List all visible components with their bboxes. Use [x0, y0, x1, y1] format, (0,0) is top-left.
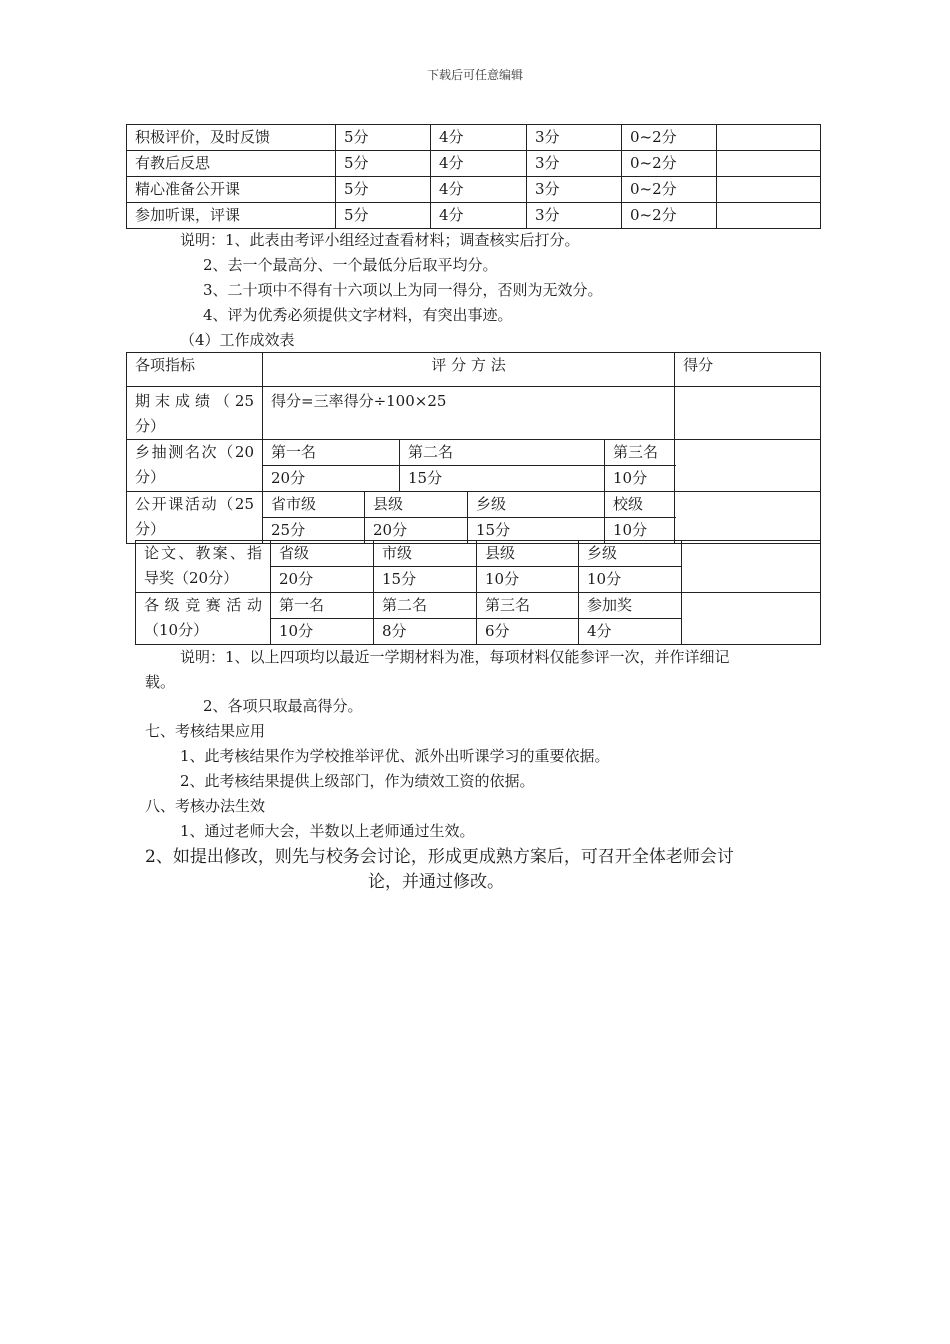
section-item: 论，并通过修改。 [368, 872, 504, 892]
score-cell: 3分 [527, 177, 622, 203]
rank-val: 10分 [605, 466, 675, 492]
label-line: 论文、教案、指 [144, 544, 262, 562]
label-line: 公开课活动（25 [135, 495, 254, 513]
score-cell: 4分 [431, 203, 527, 229]
score-cell: 4分 [431, 125, 527, 151]
label-line: 导奖（20分） [144, 569, 239, 587]
rank-head: 第一名 [263, 440, 400, 466]
rank-val: 20分 [263, 466, 400, 492]
table-header-row [127, 353, 821, 387]
score-cell [675, 440, 821, 492]
level-head: 市级 [374, 541, 477, 567]
rank-val: 4分 [579, 619, 682, 645]
table-title: （4）工作成效表 [180, 331, 295, 349]
rank-head: 第二名 [400, 440, 605, 466]
item-label: 参加听课，评课 [127, 203, 336, 229]
note-line: 说明：1、此表由考评小组经过查看材料；调查核实后打分。 [180, 231, 580, 249]
indicator-competition [136, 593, 271, 645]
table-row [127, 125, 821, 151]
score-cell: 3分 [527, 151, 622, 177]
header-score: 得分 [675, 353, 821, 387]
indicator-final-exam [127, 387, 263, 440]
level-head: 乡级 [468, 492, 605, 518]
item-label: 积极评价，及时反馈 [127, 125, 336, 151]
table-row [127, 203, 821, 229]
note-line: 载。 [145, 673, 176, 691]
rank-head: 第三名 [605, 440, 675, 466]
empty-cell [717, 125, 821, 151]
rank-val: 6分 [477, 619, 579, 645]
level-val: 15分 [374, 567, 477, 593]
item-label: 精心准备公开课 [127, 177, 336, 203]
score-cell [675, 387, 821, 440]
formula-cell: 得分=三率得分÷100×25 [263, 387, 675, 440]
note-line: 2、去一个最高分、一个最低分后取平均分。 [203, 256, 498, 274]
rank-head: 参加奖 [579, 593, 682, 619]
indicator-open-class [127, 492, 263, 544]
empty-cell [717, 177, 821, 203]
rank-val: 8分 [374, 619, 477, 645]
section-item: 2、如提出修改，则先与校务会讨论，形成更成熟方案后，可召开全体老师会讨 [145, 847, 734, 867]
level-head: 省级 [271, 541, 374, 567]
label-line: 各级竞赛活动 [144, 596, 262, 614]
score-cell: 5分 [336, 151, 431, 177]
level-val: 25分 [263, 518, 365, 544]
item-label: 有教后反思 [127, 151, 336, 177]
label-line: 分） [135, 468, 166, 486]
header-method: 评 分 方 法 [263, 353, 675, 387]
label-line: 期末成绩（25 [135, 392, 254, 410]
section-title: 八、考核办法生效 [145, 797, 266, 815]
table-row [127, 492, 821, 518]
level-val: 20分 [271, 567, 374, 593]
note-line: 说明：1、以上四项均以最近一学期材料为准，每项材料仅能参评一次，并作详细记 [180, 648, 730, 666]
level-val: 10分 [579, 567, 682, 593]
table-row [127, 440, 821, 466]
score-cell: 0~2分 [622, 203, 717, 229]
work-results-table [126, 352, 821, 544]
score-cell: 5分 [336, 177, 431, 203]
header-indicator: 各项指标 [127, 353, 263, 387]
level-val: 15分 [468, 518, 605, 544]
rank-val: 10分 [271, 619, 374, 645]
note-line: 2、各项只取最高得分。 [203, 697, 363, 715]
section-item: 1、通过老师大会，半数以上老师通过生效。 [180, 822, 475, 840]
evaluation-table [126, 124, 821, 229]
level-head: 县级 [365, 492, 468, 518]
table-row [127, 387, 821, 440]
score-cell [682, 541, 821, 593]
label-line: （10分） [144, 621, 209, 639]
rank-head: 第三名 [477, 593, 579, 619]
level-val: 10分 [605, 518, 675, 544]
section-item: 1、此考核结果作为学校推举评优、派外出听课学习的重要依据。 [180, 747, 610, 765]
level-head: 乡级 [579, 541, 682, 567]
indicator-paper [136, 541, 271, 593]
rank-head: 第二名 [374, 593, 477, 619]
score-cell: 0~2分 [622, 151, 717, 177]
rank-val: 15分 [400, 466, 605, 492]
score-cell: 0~2分 [622, 177, 717, 203]
table-row [127, 177, 821, 203]
level-head: 校级 [605, 492, 675, 518]
score-cell: 3分 [527, 203, 622, 229]
score-cell: 3分 [527, 125, 622, 151]
note-line: 3、二十项中不得有十六项以上为同一得分，否则为无效分。 [203, 281, 603, 299]
score-cell: 5分 [336, 203, 431, 229]
empty-cell [717, 203, 821, 229]
score-cell: 4分 [431, 151, 527, 177]
section-item: 2、此考核结果提供上级部门，作为绩效工资的依据。 [180, 772, 535, 790]
level-val: 20分 [365, 518, 468, 544]
score-cell [675, 492, 821, 544]
table-row [136, 593, 821, 619]
level-head: 县级 [477, 541, 579, 567]
level-val: 10分 [477, 567, 579, 593]
score-cell: 4分 [431, 177, 527, 203]
score-cell: 0~2分 [622, 125, 717, 151]
table-row [127, 151, 821, 177]
section-title: 七、考核结果应用 [145, 722, 266, 740]
table-row [136, 541, 821, 567]
label-line: 分） [135, 520, 166, 538]
page-header: 下载后可任意编辑 [426, 68, 523, 82]
score-cell: 5分 [336, 125, 431, 151]
empty-cell [717, 151, 821, 177]
score-cell [682, 593, 821, 645]
note-line: 4、评为优秀必须提供文字材料，有突出事迹。 [203, 306, 513, 324]
rank-head: 第一名 [271, 593, 374, 619]
indicator-rank [127, 440, 263, 492]
label-line: 分） [135, 417, 166, 435]
label-line: 乡抽测名次（20 [135, 443, 254, 461]
work-results-table-lower [135, 540, 821, 645]
level-head: 省市级 [263, 492, 365, 518]
